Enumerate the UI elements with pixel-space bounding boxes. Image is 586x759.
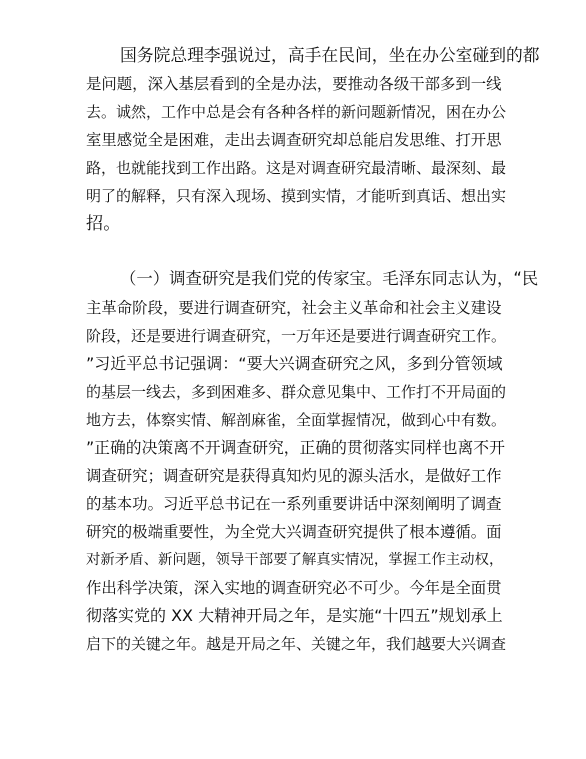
paragraph-2-line-13: 彻落实党的 XX 大精神开局之年，是实施“十四五”规划承上 — [86, 606, 503, 625]
paragraph-2-line-6: 地方去，体察实情、解剖麻雀，全面掌握情况，做到心中有数。 — [86, 411, 507, 429]
paragraph-1-line-2: 是问题，深入基层看到的全是办法，要推动各级干部多到一线 — [86, 75, 502, 93]
paragraph-1-line-4: 室里感觉全是困难，走出去调查研究却总能启发思维、打开思 — [86, 131, 502, 149]
paragraph-2-line-2: 主革命阶段，要进行调查研究，社会主义革命和社会主义建设 — [86, 299, 502, 317]
paragraph-1-line-7: 招。 — [86, 214, 121, 234]
paragraph-1-line-3: 去。诚然，工作中总是会有各种各样的新问题新情况，困在办公 — [86, 103, 507, 121]
paragraph-2-line-14: 启下的关键之年。越是开局之年、关键之年，我们越要大兴调查 — [86, 635, 507, 653]
paragraph-1-line-1: 国务院总理李强说过，高手在民间，坐在办公室碰到的都 — [120, 45, 540, 65]
paragraph-2-line-10: 研究的极端重要性，为全党大兴调查研究提供了根本遵循。面 — [86, 523, 502, 541]
paragraph-2-line-4: ”习近平总书记强调：“要大兴调查研究之风，多到分管领域 — [86, 354, 503, 373]
paragraph-2-line-7: ”正确的决策离不开调查研究，正确的贯彻落实同样也离不开 — [86, 438, 505, 457]
paragraph-2-line-8: 调查研究；调查研究是获得真知灼见的源头活水，是做好工作 — [86, 467, 502, 485]
paragraph-1-line-5: 路，也就能找到工作出路。这是对调查研究最清晰、最深刻、最 — [86, 159, 507, 177]
paragraph-2-line-11: 对新矛盾、新问题，领导干部要了解真实情况，掌握工作主动权， — [86, 552, 504, 568]
paragraph-2-line-3: 阶段，还是要进行调查研究，一万年还是要进行调查研究工作。 — [86, 327, 507, 345]
paragraph-2-line-5: 的基层一线去，多到困难多、群众意见集中、工作打不开局面的 — [86, 383, 507, 401]
paragraph-1-line-6: 明了的解释，只有深入现场、摸到实情，才能听到真话、想出实 — [86, 187, 507, 205]
paragraph-2-line-1: （一）调查研究是我们党的传家宝。毛泽东同志认为，“民 — [120, 269, 539, 288]
paragraph-2-line-9: 的基本功。习近平总书记在一系列重要讲话中深刻阐明了调查 — [86, 495, 502, 513]
paragraph-2-line-12: 作出科学决策，深入实地的调查研究必不可少。今年是全面贯 — [86, 579, 502, 597]
